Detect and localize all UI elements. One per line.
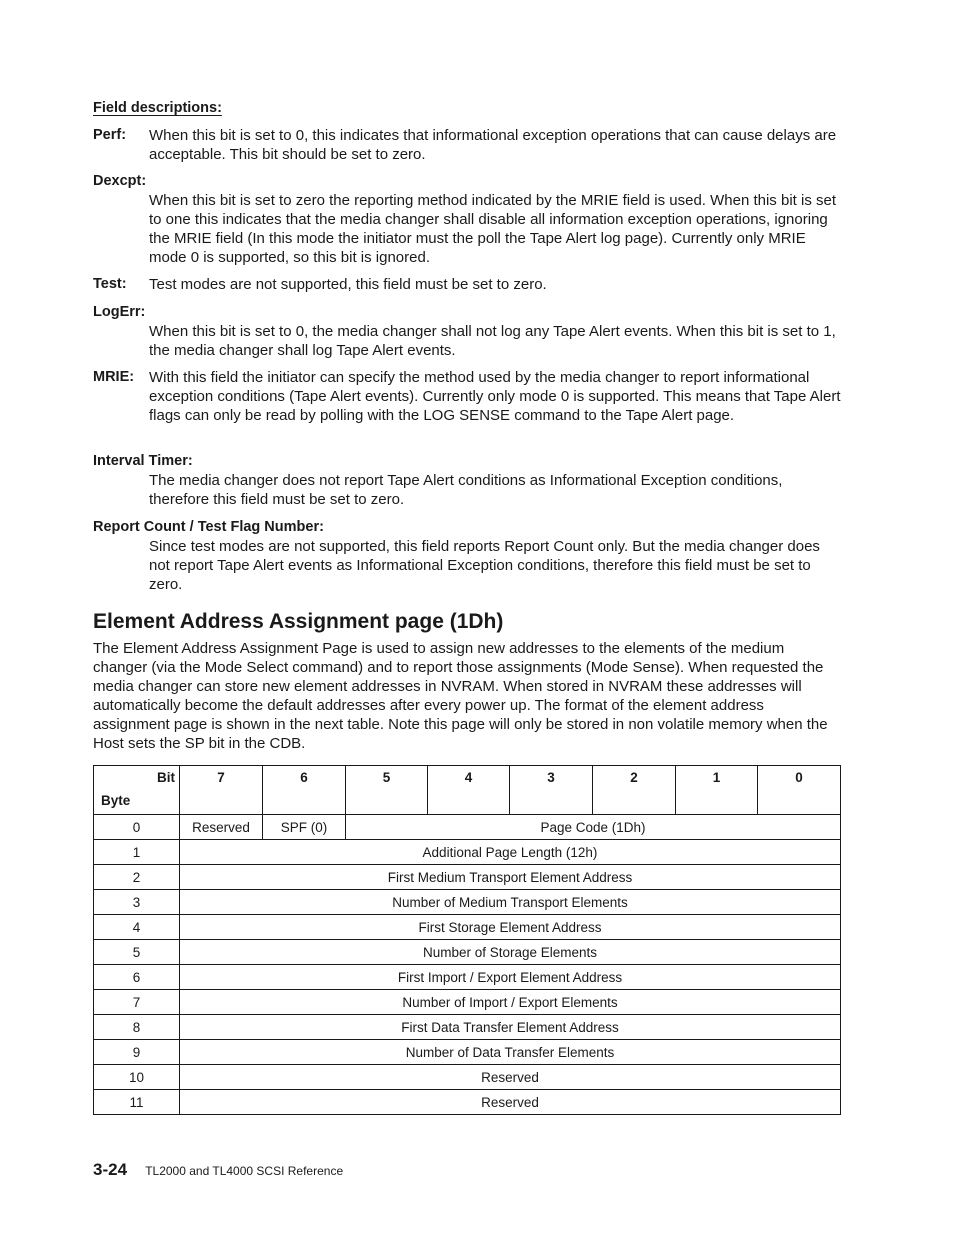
page-code-cell: Page Code (1Dh) xyxy=(346,815,841,840)
field-cell: Reserved xyxy=(180,1065,841,1090)
field-term: Interval Timer: xyxy=(93,453,193,469)
field-logerr xyxy=(93,303,841,360)
field-description: When this bit is set to zero the reporting method indicated by the MRIE field is used. When this bit is set to one this indicates that the media changer shall disable all information exception operations, ignoring the MRIE field (In this mode the initiator must the poll the Tape Alert log page). Currently only MRIE mode 0 is supported, so this bit is ignored. xyxy=(149,192,836,266)
field-description: When this bit is set to 0, the media changer shall not log any Tape Alert events. When this bit is set to 1, the media changer shall log Tape Alert events. xyxy=(149,323,836,359)
byte-cell: 9 xyxy=(94,1040,180,1065)
byte-cell: 1 xyxy=(94,840,180,865)
bit-byte-header-cell xyxy=(94,766,180,815)
field-description: Since test modes are not supported, this field reports Report Count only. But the media changer does not report Tape Alert events as Informational Exception conditions, therefore this field must be set to zero. xyxy=(149,538,820,593)
byte-cell: 8 xyxy=(94,1015,180,1040)
bit-header: 5 xyxy=(346,766,428,815)
byte-cell: 4 xyxy=(94,915,180,940)
section-intro: The Element Address Assignment Page is used to assign new addresses to the elements of the medium changer (via the Mode Select command) and to report those assignments (Mode Sense). When requested the media changer can store new element addresses in NVRAM. When stored in NVRAM these addresses will automatically become the default addresses after every power up. The format of the element address assignment page is shown in the next table. Note this page will only be stored in non volatile memory when the Host sets the SP bit in the CDB. xyxy=(93,640,828,752)
field-cell: Additional Page Length (12h) xyxy=(180,840,841,865)
table-row xyxy=(94,965,841,990)
field-cell: Number of Data Transfer Elements xyxy=(180,1040,841,1065)
section-title: Element Address Assignment page (1Dh) xyxy=(93,610,504,633)
table-row xyxy=(94,940,841,965)
bit-header: 6 xyxy=(263,766,346,815)
bit-header: 4 xyxy=(428,766,510,815)
field-description: The media changer does not report Tape Alert conditions as Informational Exception conditions, therefore this field must be set to zero. xyxy=(149,472,783,508)
field-cell: Number of Medium Transport Elements xyxy=(180,890,841,915)
byte-cell: 11 xyxy=(94,1090,180,1115)
field-mrie xyxy=(93,368,841,425)
field-interval-timer xyxy=(93,452,841,509)
page-footer xyxy=(93,1160,343,1181)
page-number: 3-24 xyxy=(93,1160,128,1179)
field-term: LogErr: xyxy=(93,304,146,320)
byte-cell: 5 xyxy=(94,940,180,965)
table-row xyxy=(94,865,841,890)
table-row xyxy=(94,1015,841,1040)
field-cell: First Import / Export Element Address xyxy=(180,965,841,990)
table-row xyxy=(94,840,841,865)
field-descriptions-heading: Field descriptions: xyxy=(93,100,222,116)
field-term: Test: xyxy=(93,276,127,292)
byte-cell: 6 xyxy=(94,965,180,990)
byte-label: Byte xyxy=(101,793,131,808)
reserved-bit-cell: Reserved xyxy=(180,815,263,840)
bit-label: Bit xyxy=(157,770,175,785)
byte-cell: 10 xyxy=(94,1065,180,1090)
table-row xyxy=(94,990,841,1015)
field-cell: Reserved xyxy=(180,1090,841,1115)
field-dexcpt xyxy=(93,172,841,267)
field-description: When this bit is set to 0, this indicates that informational exception operations that can cause delays are acceptable. This bit should be set to zero. xyxy=(149,127,837,163)
spf-bit-cell: SPF (0) xyxy=(263,815,346,840)
field-term: Dexcpt: xyxy=(93,173,147,189)
bit-header: 1 xyxy=(676,766,758,815)
field-cell: Number of Import / Export Elements xyxy=(180,990,841,1015)
field-cell: First Data Transfer Element Address xyxy=(180,1015,841,1040)
document-title: TL2000 and TL4000 SCSI Reference xyxy=(145,1164,344,1178)
byte-cell: 0 xyxy=(94,815,180,840)
byte-cell: 3 xyxy=(94,890,180,915)
table-header-row xyxy=(94,766,841,815)
bit-header: 0 xyxy=(758,766,841,815)
table-row xyxy=(94,815,841,840)
element-address-assignment-table xyxy=(93,765,841,1115)
field-perf xyxy=(93,126,841,164)
field-term: Perf: xyxy=(93,127,127,143)
field-term: MRIE: xyxy=(93,369,135,385)
field-test xyxy=(93,275,841,294)
field-term: Report Count / Test Flag Number: xyxy=(93,519,324,535)
field-cell: First Storage Element Address xyxy=(180,915,841,940)
bit-header: 3 xyxy=(510,766,593,815)
field-cell: First Medium Transport Element Address xyxy=(180,865,841,890)
bit-header: 2 xyxy=(593,766,676,815)
bit-header: 7 xyxy=(180,766,263,815)
field-description: With this field the initiator can specify the method used by the media changer to report informational exception conditions (Tape Alert events). Currently only mode 0 is supported. This means that Tape Alert flags can only be read by polling with the LOG SENSE command to the Tape Alert page. xyxy=(149,369,841,424)
field-description: Test modes are not supported, this field must be set to zero. xyxy=(149,276,547,293)
table-row xyxy=(94,1040,841,1065)
byte-cell: 2 xyxy=(94,865,180,890)
table-row xyxy=(94,1090,841,1115)
field-report-count xyxy=(93,518,841,594)
table-row xyxy=(94,915,841,940)
byte-cell: 7 xyxy=(94,990,180,1015)
table-row xyxy=(94,1065,841,1090)
table-row xyxy=(94,890,841,915)
field-cell: Number of Storage Elements xyxy=(180,940,841,965)
